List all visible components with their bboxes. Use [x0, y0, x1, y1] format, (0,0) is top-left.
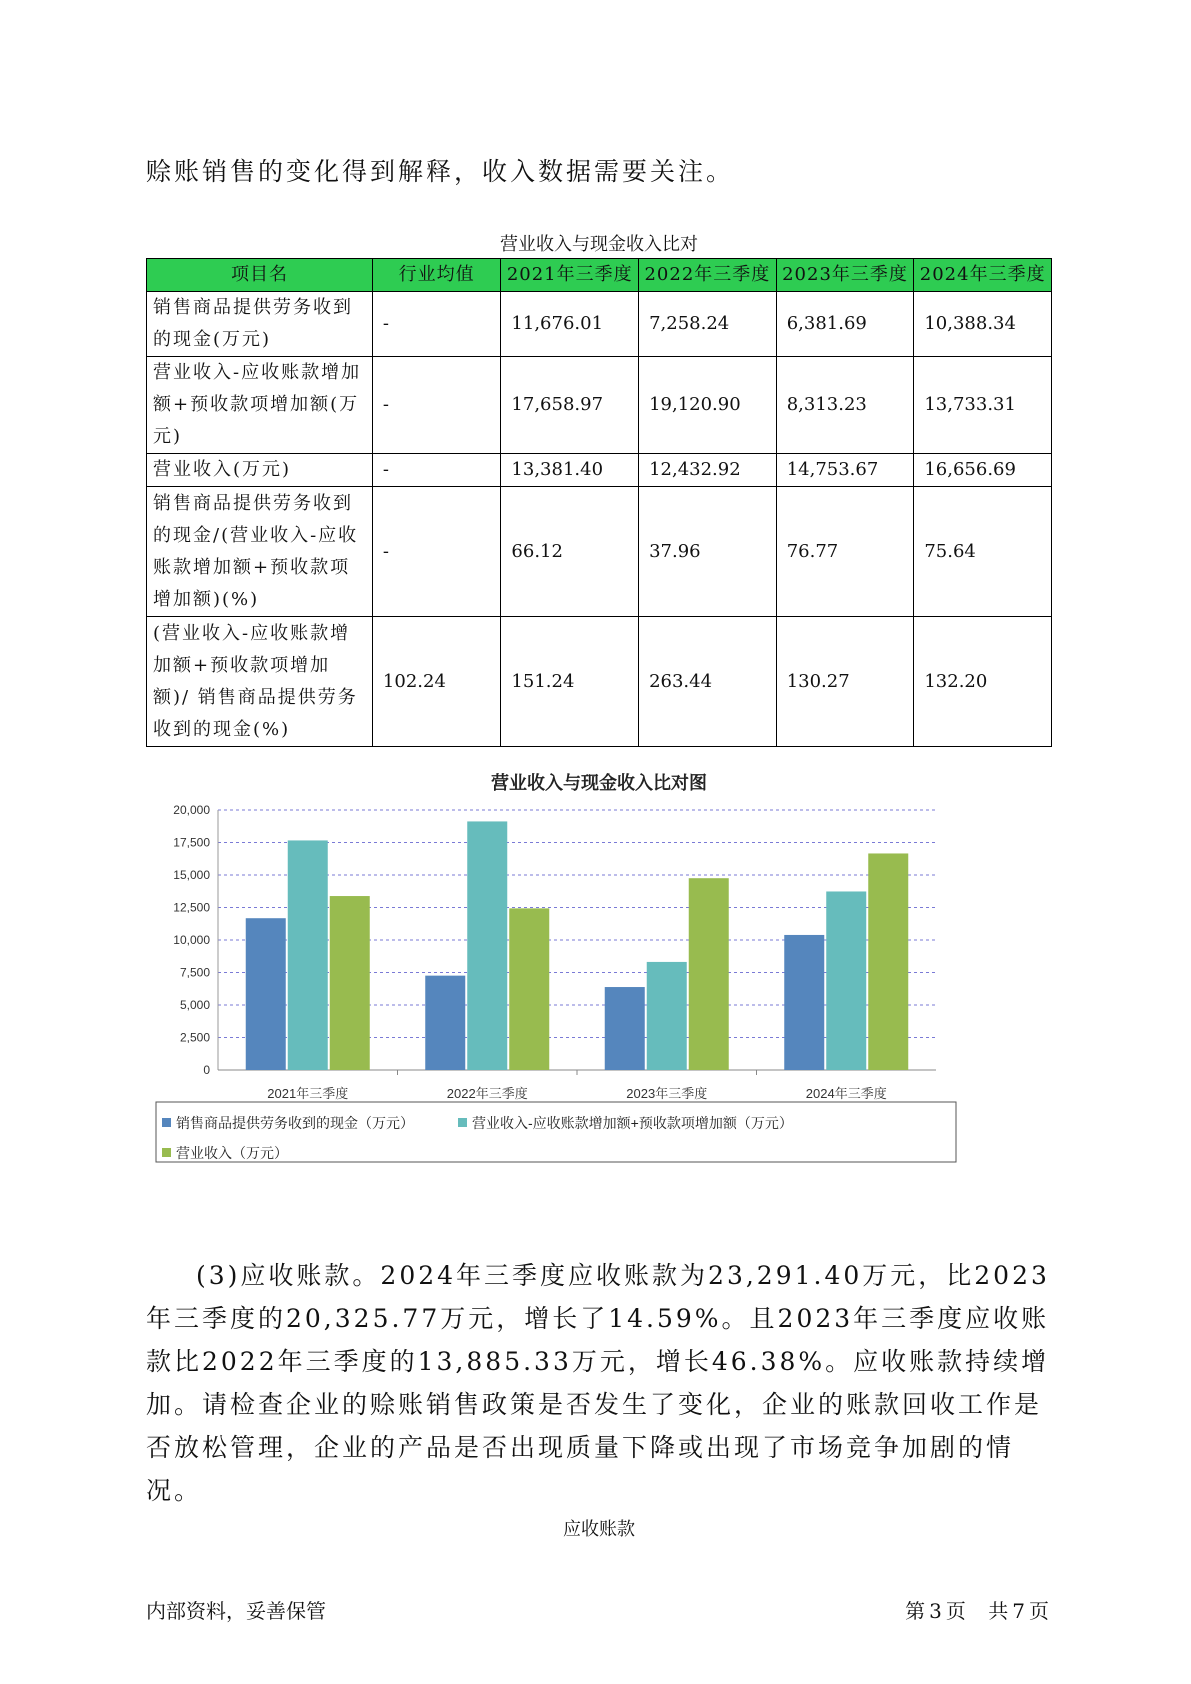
cell-value: 16,656.69 — [914, 454, 1052, 487]
cell-value: 14,753.67 — [776, 454, 914, 487]
row-label: 销售商品提供劳务收到的现金(万元) — [147, 292, 373, 357]
revenue-cash-bar-chart — [146, 762, 1046, 1222]
footer-page-number — [903, 1595, 1051, 1624]
legend-label: 营业收入-应收账款增加额+预收款项增加额（万元） — [472, 1115, 793, 1131]
row-label: (营业收入-应收账款增加额+预收款项增加额)/ 销售商品提供劳务收到的现金(%) — [147, 617, 373, 747]
cell-value: 17,658.97 — [501, 357, 639, 454]
legend-swatch — [458, 1118, 467, 1127]
receivable-caption: 应收账款 — [563, 1519, 635, 1540]
table-row — [147, 454, 1052, 487]
total-prefix: 共 — [988, 1599, 1009, 1623]
cell-value: 151.24 — [501, 617, 639, 747]
table-caption: 营业收入与现金收入比对 — [500, 234, 698, 255]
y-tick-label: 17,500 — [173, 835, 210, 850]
bar — [605, 987, 645, 1070]
bar — [868, 853, 908, 1070]
chart-title: 营业收入与现金收入比对图 — [491, 773, 707, 793]
bar — [509, 908, 549, 1070]
cell-value: - — [372, 357, 501, 454]
bar — [467, 821, 507, 1070]
cell-value: 8,313.23 — [776, 357, 914, 454]
total-unit: 页 — [1029, 1599, 1049, 1623]
chart-legend — [156, 1102, 956, 1162]
y-tick-label: 15,000 — [173, 868, 210, 882]
x-tick-label: 2022年三季度 — [446, 1086, 528, 1101]
y-tick-label: 2,500 — [179, 1030, 210, 1045]
cell-value: 102.24 — [372, 617, 501, 747]
y-tick-label: 12,500 — [173, 900, 210, 915]
total-pages: 7 — [1012, 1599, 1025, 1623]
comparison-table — [146, 258, 1052, 747]
row-label: 销售商品提供劳务收到的现金/(营业收入-应收账款增加额+预收款项增加额)(%) — [147, 487, 373, 617]
bar — [647, 962, 687, 1070]
header-2022q3: 2022年三季度 — [639, 259, 777, 292]
x-tick-label: 2023年三季度 — [626, 1086, 708, 1101]
cell-value: - — [372, 292, 501, 357]
footer-confidential-note: 内部资料，妥善保管 — [146, 1599, 326, 1623]
cell-value: 19,120.90 — [639, 357, 777, 454]
y-tick-label: 5,000 — [179, 998, 210, 1012]
y-tick-label: 0 — [203, 1063, 210, 1077]
y-tick-label: 10,000 — [173, 933, 210, 947]
bar — [689, 878, 729, 1070]
legend-label: 销售商品提供劳务收到的现金（万元） — [176, 1115, 414, 1131]
cell-value: 12,432.92 — [639, 454, 777, 487]
legend-swatch — [162, 1118, 171, 1127]
header-2021q3: 2021年三季度 — [501, 259, 639, 292]
cell-value: 132.20 — [914, 617, 1052, 747]
table-row — [147, 487, 1052, 617]
x-tick-label: 2021年三季度 — [267, 1086, 349, 1101]
cell-value: - — [372, 487, 501, 617]
bar — [330, 896, 370, 1070]
header-2024q3: 2024年三季度 — [914, 259, 1052, 292]
row-label: 营业收入(万元) — [147, 454, 373, 487]
bar — [784, 935, 824, 1070]
header-industry-avg: 行业均值 — [372, 259, 501, 292]
header-2023q3: 2023年三季度 — [776, 259, 914, 292]
legend-swatch — [162, 1148, 171, 1157]
cell-value: 66.12 — [501, 487, 639, 617]
table-header-row — [147, 259, 1052, 292]
y-tick-label: 20,000 — [173, 803, 210, 817]
cell-value: 75.64 — [914, 487, 1052, 617]
table-row — [147, 357, 1052, 454]
cell-value: 7,258.24 — [639, 292, 777, 357]
receivable-paragraph: (3)应收账款。2024年三季度应收账款为23,291.40万元，比2023年三季度的20,325.77万元，增长了14.59%。且2023年三季度应收账款比2022年三季度的13,885.33万元，增长46.38%。应收账款持续增加。请检查企业的赊账销售政策是否发生了变化，企业的账款回收工作是否放松管理，企业的产品是否出现质量下降或出现了市场竞争加剧的情况。 — [146, 1261, 1050, 1505]
cell-value: 13,733.31 — [914, 357, 1052, 454]
intro-paragraph: 赊账销售的变化得到解释，收入数据需要关注。 — [146, 157, 735, 186]
cell-value: 11,676.01 — [501, 292, 639, 357]
row-label: 营业收入-应收账款增加额+预收款项增加额(万元) — [147, 357, 373, 454]
table-row — [147, 617, 1052, 747]
plot-area — [173, 803, 936, 1101]
cell-value: 37.96 — [639, 487, 777, 617]
cell-value: 10,388.34 — [914, 292, 1052, 357]
bar — [288, 840, 328, 1070]
x-tick-label: 2024年三季度 — [805, 1086, 887, 1101]
bar — [826, 891, 866, 1070]
bar — [246, 918, 286, 1070]
cell-value: 263.44 — [639, 617, 777, 747]
cell-value: 13,381.40 — [501, 454, 639, 487]
page-prefix: 第 — [905, 1599, 926, 1623]
bar — [425, 976, 465, 1070]
table-row — [147, 292, 1052, 357]
cell-value: 76.77 — [776, 487, 914, 617]
cell-value: - — [372, 454, 501, 487]
current-page: 3 — [929, 1599, 942, 1623]
y-tick-label: 7,500 — [179, 965, 210, 980]
cell-value: 130.27 — [776, 617, 914, 747]
header-item-name: 项目名 — [147, 259, 373, 292]
page-unit: 页 — [945, 1599, 966, 1623]
legend-label: 营业收入（万元） — [176, 1145, 288, 1161]
cell-value: 6,381.69 — [776, 292, 914, 357]
